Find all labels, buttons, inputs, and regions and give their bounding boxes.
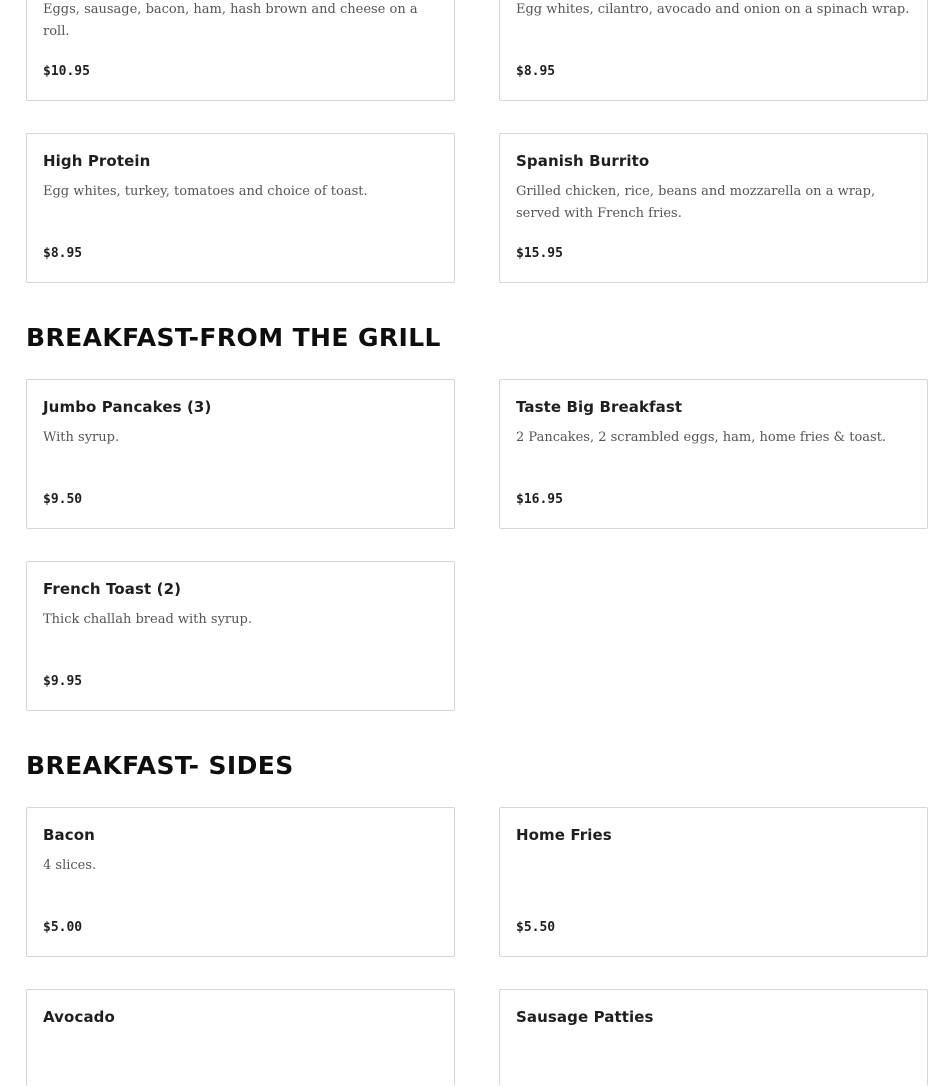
menu-item-name: Home Fries <box>516 826 612 844</box>
menu-item-card-french-toast[interactable] <box>26 561 455 711</box>
menu-item-description: With syrup. <box>43 430 120 445</box>
menu-item-card-spanish-burrito[interactable] <box>499 133 928 283</box>
menu-item-price: $8.95 <box>43 246 83 261</box>
menu-item-name: Sausage Patties <box>516 1008 654 1026</box>
menu-item-card-high-protein[interactable] <box>26 133 455 283</box>
menu-item-name: High Protein <box>43 152 151 170</box>
menu-item-price: $8.95 <box>516 64 556 79</box>
menu-item-description: Egg whites, cilantro, avocado and onion on a spinach wrap. <box>516 2 910 17</box>
menu-item-card-home-fries[interactable] <box>499 807 928 957</box>
menu-item-name: Jumbo Pancakes (3) <box>43 398 212 416</box>
menu-item-card-jumbo-pancakes[interactable] <box>26 379 455 529</box>
menu-item-description: Egg whites, turkey, tomatoes and choice of toast. <box>43 184 368 199</box>
menu-item-price: $16.95 <box>516 492 563 507</box>
menu-item-description: Grilled chicken, rice, beans and mozzarella on a wrap, served with French fries. <box>516 184 876 221</box>
menu-item-name: Taste Big Breakfast <box>516 398 683 416</box>
menu-item-description: 2 Pancakes, 2 scrambled eggs, ham, home fries & toast. <box>516 430 887 445</box>
menu-item-card[interactable] <box>499 0 928 101</box>
section-heading-from-the-grill: BREAKFAST-FROM THE GRILL <box>26 323 441 352</box>
menu-item-description: Eggs, sausage, bacon, ham, hash brown and cheese on a roll. <box>43 2 418 39</box>
menu-item-description: Thick challah bread with syrup. <box>43 612 252 627</box>
menu-item-name: Avocado <box>43 1008 115 1026</box>
menu-item-description: 4 slices. <box>43 858 97 873</box>
section-heading-sides: BREAKFAST- SIDES <box>26 751 294 780</box>
menu-item-price: $5.00 <box>43 920 83 935</box>
menu-item-card-bacon[interactable] <box>26 807 455 957</box>
menu-item-price: $9.50 <box>43 492 83 507</box>
menu-item-card-avocado[interactable] <box>26 989 455 1086</box>
menu-item-price: $10.95 <box>43 64 90 79</box>
menu-item-price: $15.95 <box>516 246 563 261</box>
menu-item-name: Bacon <box>43 826 95 844</box>
menu-item-name: French Toast (2) <box>43 580 182 598</box>
menu-item-price: $9.95 <box>43 674 83 689</box>
menu-item-name: Spanish Burrito <box>516 152 650 170</box>
menu-item-card-sausage-patties[interactable] <box>499 989 928 1086</box>
menu-item-price: $5.50 <box>516 920 556 935</box>
menu-item-card[interactable] <box>26 0 455 101</box>
menu-item-card-taste-big-breakfast[interactable] <box>499 379 928 529</box>
